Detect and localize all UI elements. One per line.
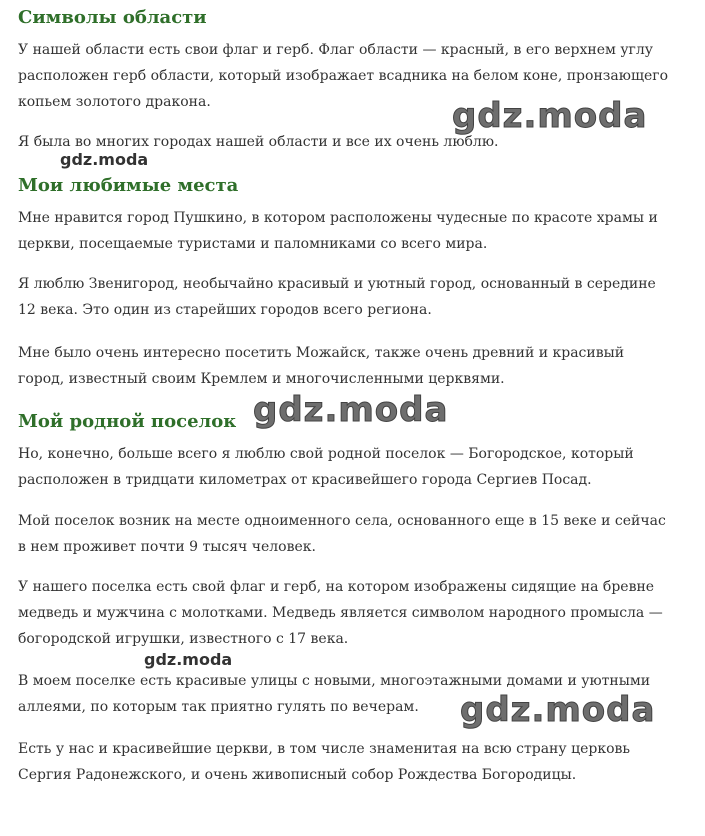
- watermark-logo: gdz.moda: [144, 650, 233, 669]
- paragraph: Я люблю Звенигород, необычайно красивый и уютный город, основанный в середине 12 века. Это один из старейших городов всего региона.: [18, 276, 656, 318]
- section-heading-symbols: Символы области: [18, 7, 207, 28]
- paragraph: Но, конечно, больше всего я люблю свой родной поселок — Богородское, который расположен в тридцати километрах от красивейшего города Сергиев Посад.: [18, 446, 634, 488]
- section-heading-home-village: Мой родной поселок: [18, 411, 237, 432]
- paragraph: Есть у нас и красивейшие церкви, в том числе знаменитая на всю страну церковь Сергия Радонежского, и очень живописный собор Рождества Богородицы.: [18, 741, 631, 783]
- section-heading-favorite-places: Мои любимые места: [18, 175, 239, 196]
- paragraph: У нашей области есть свои флаг и герб. Флаг области — красный, в его верхнем углу расположен герб области, который изображает всадника на белом коне, пронзающего копьем золотого дракона.: [18, 42, 669, 110]
- paragraph: Я была во многих городах нашей области и все их очень люблю.: [18, 134, 499, 150]
- paragraph: Мой поселок возник на месте одноименного села, основанного еще в 15 веке и сейчас в нем проживет почти 9 тысяч человек.: [18, 513, 666, 555]
- watermark-logo: gdz.moda: [253, 390, 449, 430]
- paragraph: У нашего поселка есть свой флаг и герб, на котором изображены сидящие на бревне медведь и мужчина с молотками. Медведь является символом народного промысла — богородской игрушки, известного с 17 века.: [18, 579, 663, 647]
- watermark-logo: gdz.moda: [60, 150, 149, 169]
- paragraph: Мне было очень интересно посетить Можайск, также очень древний и красивый город, известный своим Кремлем и многочисленными церквями.: [18, 345, 625, 387]
- watermark-logo: gdz.moda: [452, 96, 648, 136]
- watermark-logo: gdz.moda: [460, 690, 656, 730]
- paragraph: В моем поселке есть красивые улицы с новыми, многоэтажными домами и уютными аллеями, по которым так приятно гулять по вечерам.: [18, 673, 651, 715]
- paragraph: Мне нравится город Пушкино, в котором расположены чудесные по красоте храмы и церкви, посещаемые туристами и паломниками со всего мира.: [18, 210, 658, 252]
